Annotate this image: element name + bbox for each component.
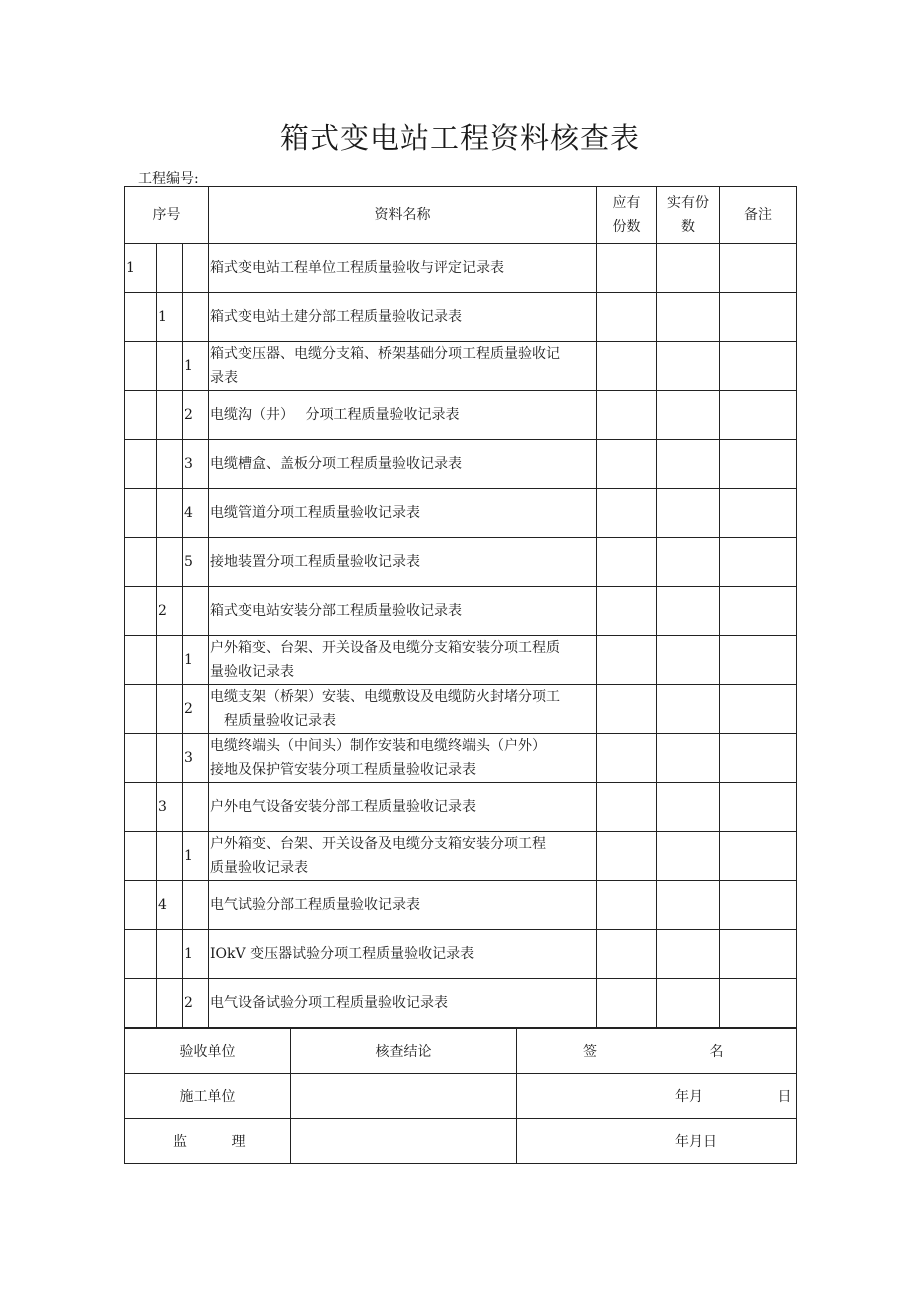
seq-level2 bbox=[157, 342, 183, 391]
table-row bbox=[125, 636, 797, 685]
seq-level2 bbox=[157, 734, 183, 783]
remark-cell bbox=[720, 244, 797, 293]
document-name bbox=[209, 685, 597, 734]
document-name bbox=[209, 538, 597, 587]
seq-level3 bbox=[183, 244, 209, 293]
remark-cell bbox=[720, 783, 797, 832]
document-name bbox=[209, 832, 597, 881]
document-name-line1: 箱式变电站工程单位工程质量验收与评定记录表 bbox=[210, 260, 505, 276]
supervisor-date-cell bbox=[517, 1119, 797, 1164]
seq-level1 bbox=[125, 832, 157, 881]
document-name bbox=[209, 881, 597, 930]
seq-level1 bbox=[125, 538, 157, 587]
table-row bbox=[125, 391, 797, 440]
contractor-date-ym: 年月 bbox=[675, 1089, 703, 1105]
seq-level1: 1 bbox=[125, 244, 157, 293]
seq-level2 bbox=[157, 685, 183, 734]
seq-level3: 1 bbox=[183, 636, 209, 685]
remark-cell bbox=[720, 440, 797, 489]
document-name-line1: 电缆管道分项工程质量验收记录表 bbox=[210, 505, 421, 521]
remark-cell bbox=[720, 734, 797, 783]
header-due-line1: 应有 bbox=[612, 195, 641, 211]
remark-cell bbox=[720, 832, 797, 881]
due-count-cell bbox=[597, 342, 657, 391]
seq-level2: 1 bbox=[157, 293, 183, 342]
due-count-cell bbox=[597, 685, 657, 734]
table-row bbox=[125, 685, 797, 734]
due-count-cell bbox=[597, 587, 657, 636]
document-name-line1: 箱式变电站土建分部工程质量验收记录表 bbox=[210, 309, 463, 325]
seq-level2: 4 bbox=[157, 881, 183, 930]
due-count-cell bbox=[597, 783, 657, 832]
due-count-cell bbox=[597, 881, 657, 930]
seq-level2 bbox=[157, 636, 183, 685]
signature-header-row bbox=[125, 1029, 797, 1074]
seq-level2 bbox=[157, 979, 183, 1028]
document-name bbox=[209, 440, 597, 489]
remark-cell bbox=[720, 636, 797, 685]
actual-count-cell bbox=[657, 734, 720, 783]
header-actual-line2: 数 bbox=[681, 219, 696, 235]
document-name-line1: 户外箱变、台架、开关设备及电缆分支箱安装分项工程质 bbox=[210, 640, 561, 656]
seq-level3: 1 bbox=[183, 832, 209, 881]
actual-count-cell bbox=[657, 832, 720, 881]
seq-level3: 1 bbox=[183, 930, 209, 979]
sign-header-signature bbox=[517, 1029, 797, 1074]
seq-level2 bbox=[157, 930, 183, 979]
seq-level3 bbox=[183, 783, 209, 832]
actual-count-cell bbox=[657, 587, 720, 636]
project-number-label: 工程编号: bbox=[138, 171, 199, 187]
actual-count-cell bbox=[657, 881, 720, 930]
seq-level3 bbox=[183, 881, 209, 930]
due-count-cell bbox=[597, 979, 657, 1028]
document-name-line1: 箱式变电站安装分部工程质量验收记录表 bbox=[210, 603, 463, 619]
table-row bbox=[125, 881, 797, 930]
supervisor-conclusion-cell bbox=[291, 1119, 517, 1164]
actual-count-cell bbox=[657, 636, 720, 685]
supervisor-label-a: 监 bbox=[173, 1134, 187, 1150]
seq-level1 bbox=[125, 636, 157, 685]
document-name-line1: 电缆沟（井） 分项工程质量验收记录表 bbox=[210, 407, 460, 423]
actual-count-cell bbox=[657, 489, 720, 538]
document-name bbox=[209, 930, 597, 979]
actual-count-cell bbox=[657, 391, 720, 440]
document-name bbox=[209, 636, 597, 685]
supervisor-label-b: 理 bbox=[231, 1134, 246, 1150]
document-name-line1: 电气试验分部工程质量验收记录表 bbox=[210, 897, 421, 913]
remark-cell bbox=[720, 881, 797, 930]
table-row bbox=[125, 293, 797, 342]
seq-level2 bbox=[157, 489, 183, 538]
document-name-line2: 录表 bbox=[210, 370, 239, 386]
actual-count-cell bbox=[657, 979, 720, 1028]
signature-row-contractor bbox=[125, 1074, 797, 1119]
seq-level3: 3 bbox=[183, 440, 209, 489]
due-count-cell bbox=[597, 293, 657, 342]
actual-count-cell bbox=[657, 930, 720, 979]
header-due-line2: 份数 bbox=[612, 219, 641, 235]
table-header-row bbox=[125, 187, 797, 244]
seq-level1 bbox=[125, 391, 157, 440]
table-row bbox=[125, 244, 797, 293]
seq-level2 bbox=[157, 440, 183, 489]
due-count-cell bbox=[597, 734, 657, 783]
table-row bbox=[125, 930, 797, 979]
table-row bbox=[125, 587, 797, 636]
actual-count-cell bbox=[657, 342, 720, 391]
seq-level3: 2 bbox=[183, 979, 209, 1028]
document-name-line1: 接地装置分项工程质量验收记录表 bbox=[210, 554, 421, 570]
table-row bbox=[125, 783, 797, 832]
due-count-cell bbox=[597, 391, 657, 440]
document-name-line2: 程质量验收记录表 bbox=[224, 713, 337, 729]
table-row bbox=[125, 440, 797, 489]
seq-level1 bbox=[125, 881, 157, 930]
contractor-date-cell bbox=[517, 1074, 797, 1119]
table-row bbox=[125, 489, 797, 538]
header-remark: 备注 bbox=[720, 187, 797, 244]
document-name bbox=[209, 489, 597, 538]
seq-level3: 3 bbox=[183, 734, 209, 783]
table-row bbox=[125, 832, 797, 881]
remark-cell bbox=[720, 391, 797, 440]
contractor-date-d: 日 bbox=[777, 1089, 792, 1105]
due-count-cell bbox=[597, 538, 657, 587]
actual-count-cell bbox=[657, 783, 720, 832]
document-name bbox=[209, 783, 597, 832]
table-row bbox=[125, 538, 797, 587]
actual-count-cell bbox=[657, 538, 720, 587]
contractor-conclusion-cell bbox=[291, 1074, 517, 1119]
seq-level3 bbox=[183, 293, 209, 342]
seq-level2: 2 bbox=[157, 587, 183, 636]
supervisor-date: 年月日 bbox=[675, 1134, 717, 1150]
supervisor-unit-label bbox=[125, 1119, 291, 1164]
table-row bbox=[125, 342, 797, 391]
seq-level3: 2 bbox=[183, 391, 209, 440]
due-count-cell bbox=[597, 440, 657, 489]
document-name bbox=[209, 587, 597, 636]
due-count-cell bbox=[597, 489, 657, 538]
remark-cell bbox=[720, 342, 797, 391]
seq-level2 bbox=[157, 538, 183, 587]
document-name-line1: 电气设备试验分项工程质量验收记录表 bbox=[210, 995, 449, 1011]
seq-level3: 5 bbox=[183, 538, 209, 587]
document-name bbox=[209, 391, 597, 440]
page-title: 箱式变电站工程资料核查表 bbox=[279, 121, 640, 155]
document-name-line1: 电缆终端头（中间头）制作安装和电缆终端头（户外） bbox=[210, 738, 547, 754]
document-name bbox=[209, 979, 597, 1028]
seq-level2 bbox=[157, 391, 183, 440]
due-count-cell bbox=[597, 244, 657, 293]
seq-level1 bbox=[125, 440, 157, 489]
sign-header-sign-a: 签 bbox=[583, 1044, 597, 1060]
due-count-cell bbox=[597, 930, 657, 979]
actual-count-cell bbox=[657, 440, 720, 489]
seq-level1 bbox=[125, 979, 157, 1028]
document-name-line2: 接地及保护管安装分项工程质量验收记录表 bbox=[210, 762, 477, 778]
document-name-line1: IOkV 变压器试验分项工程质量验收记录表 bbox=[210, 946, 475, 962]
seq-level1 bbox=[125, 734, 157, 783]
document-name-line1: 户外电气设备安装分部工程质量验收记录表 bbox=[210, 799, 477, 815]
actual-count-cell bbox=[657, 685, 720, 734]
document-checklist-table bbox=[124, 186, 797, 1028]
document-name bbox=[209, 244, 597, 293]
document-name-line1: 电缆槽盒、盖板分项工程质量验收记录表 bbox=[210, 456, 463, 472]
seq-level2: 3 bbox=[157, 783, 183, 832]
document-name bbox=[209, 342, 597, 391]
seq-level1 bbox=[125, 293, 157, 342]
document-name bbox=[209, 293, 597, 342]
remark-cell bbox=[720, 489, 797, 538]
table-row bbox=[125, 734, 797, 783]
header-actual-line1: 实有份 bbox=[667, 195, 710, 211]
seq-level1 bbox=[125, 783, 157, 832]
header-name: 资料名称 bbox=[209, 187, 597, 244]
header-actual-count bbox=[657, 187, 720, 244]
seq-level1 bbox=[125, 930, 157, 979]
seq-level3: 2 bbox=[183, 685, 209, 734]
sign-header-conclusion: 核查结论 bbox=[291, 1029, 517, 1074]
document-name-line1: 箱式变压器、电缆分支箱、桥架基础分项工程质量验收记 bbox=[210, 346, 561, 362]
seq-level1 bbox=[125, 587, 157, 636]
signature-table bbox=[124, 1028, 797, 1164]
table-row bbox=[125, 979, 797, 1028]
seq-level2 bbox=[157, 244, 183, 293]
seq-level1 bbox=[125, 342, 157, 391]
sign-header-unit: 验收单位 bbox=[125, 1029, 291, 1074]
seq-level3: 4 bbox=[183, 489, 209, 538]
header-due-count bbox=[597, 187, 657, 244]
contractor-unit-label: 施工单位 bbox=[125, 1074, 291, 1119]
remark-cell bbox=[720, 538, 797, 587]
actual-count-cell bbox=[657, 293, 720, 342]
remark-cell bbox=[720, 587, 797, 636]
due-count-cell bbox=[597, 636, 657, 685]
actual-count-cell bbox=[657, 244, 720, 293]
seq-level3 bbox=[183, 587, 209, 636]
signature-row-supervisor bbox=[125, 1119, 797, 1164]
document-name bbox=[209, 734, 597, 783]
remark-cell bbox=[720, 685, 797, 734]
document-name-line2: 质量验收记录表 bbox=[210, 860, 309, 876]
header-seq: 序号 bbox=[125, 187, 209, 244]
document-name-line1: 电缆支架（桥架）安装、电缆敷设及电缆防火封堵分项工 bbox=[210, 689, 561, 705]
document-name-line2: 量验收记录表 bbox=[210, 664, 295, 680]
seq-level2 bbox=[157, 832, 183, 881]
document-name-line1: 户外箱变、台架、开关设备及电缆分支箱安装分项工程 bbox=[210, 836, 547, 852]
seq-level1 bbox=[125, 489, 157, 538]
remark-cell bbox=[720, 293, 797, 342]
remark-cell bbox=[720, 979, 797, 1028]
seq-level3: 1 bbox=[183, 342, 209, 391]
due-count-cell bbox=[597, 832, 657, 881]
remark-cell bbox=[720, 930, 797, 979]
sign-header-sign-b: 名 bbox=[709, 1044, 724, 1060]
seq-level1 bbox=[125, 685, 157, 734]
